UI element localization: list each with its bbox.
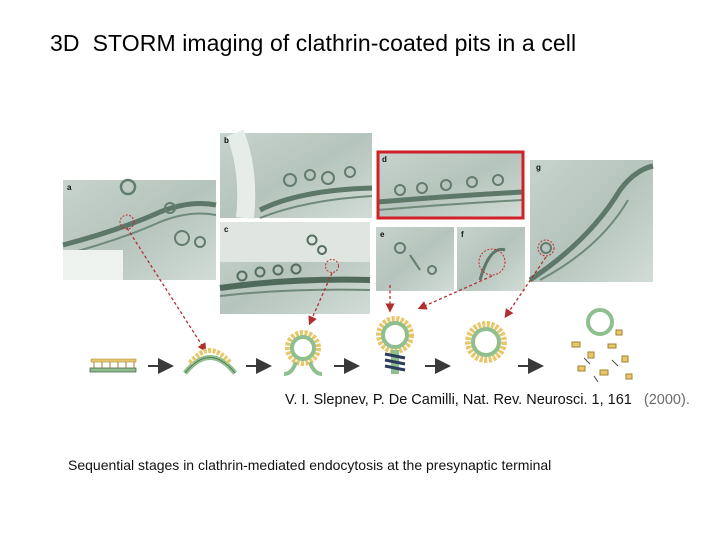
stage-5-coated-vesicle [468,324,504,360]
stage-3-invaginated-pit [284,333,322,374]
panel-label-c: c [224,225,229,234]
panel-label-b: b [224,136,229,145]
panel-label-a: a [67,183,72,192]
panel-label-g: g [536,163,541,172]
panel-label-e: e [380,230,385,239]
dynamin-ring [385,354,405,370]
stage-1-flat-lattice [90,359,136,372]
stage-4-dynamin-constriction [379,319,411,374]
stage-2-curved-pit [185,351,235,374]
em-panel-e [376,227,454,291]
citation-text: V. I. Slepnev, P. De Camilli, Nat. Rev. Neurosci. 1, 161 [285,392,644,408]
slide-title: 3D STORM imaging of clathrin-coated pits in a cell [50,30,577,56]
em-panel-f [457,227,525,291]
em-panel-d [378,152,523,218]
em-panel-b [220,133,372,218]
figure-caption: Sequential stages in clathrin-mediated endocytosis at the presynaptic terminal [68,457,552,473]
panel-label-d: d [382,155,387,164]
citation [285,392,690,408]
citation-year: (2000). [643,392,690,408]
endocytosis-figure [60,130,660,390]
em-panel-g [530,160,653,282]
panel-label-f: f [461,230,464,239]
stage-6-uncoating [572,310,632,382]
em-panel-c [220,222,370,314]
em-panel-a [63,180,216,280]
